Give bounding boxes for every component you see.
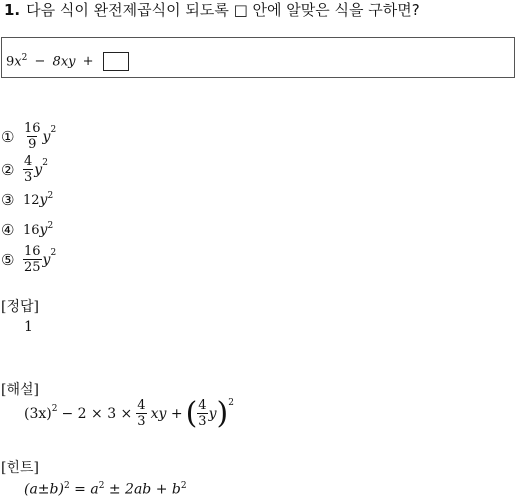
- hint-label-text: 힌트: [6, 460, 34, 476]
- solution-label-text: 해설: [6, 382, 34, 398]
- fraction-denominator: 3: [137, 414, 146, 429]
- paren-open: (: [185, 395, 198, 431]
- fraction: [23, 121, 42, 152]
- bracket-close: ]: [33, 382, 39, 398]
- hint-formula: [24, 481, 187, 498]
- choice-5[interactable]: [1, 244, 56, 275]
- term1-exp: 2: [21, 53, 28, 63]
- fraction-numerator: 4: [198, 398, 207, 413]
- hint-part3-exp: 2: [180, 481, 187, 491]
- fraction-numerator: 16: [24, 244, 41, 259]
- term1-var: x: [14, 54, 22, 70]
- fraction-denominator: 3: [198, 414, 207, 429]
- choice-marker: ④: [1, 221, 15, 239]
- fraction-numerator: 4: [24, 154, 33, 169]
- choice-var: y: [42, 251, 51, 268]
- solution-part1-exp: 2: [51, 404, 58, 414]
- solution-var: y: [208, 405, 217, 422]
- choice-1[interactable]: [1, 121, 56, 152]
- expression: [6, 49, 129, 71]
- fraction: [23, 154, 33, 185]
- term2: 8xy: [52, 54, 76, 70]
- solution-part2: − 2 × 3 ×: [61, 405, 133, 422]
- question-number: 1.: [4, 1, 21, 19]
- solution-part3: xy +: [150, 405, 183, 422]
- blank-box: [103, 52, 129, 71]
- hint-label: [1, 457, 39, 477]
- choice-marker: ③: [1, 191, 15, 209]
- plus-sign: +: [82, 54, 94, 70]
- choice-coef: 12: [23, 192, 40, 208]
- bracket-open: [: [1, 299, 7, 315]
- minus-sign: −: [34, 54, 46, 70]
- choice-3[interactable]: [1, 191, 53, 209]
- choice-var: y: [34, 161, 43, 178]
- choice-marker: ①: [1, 127, 15, 146]
- solution-fraction-2: [197, 398, 207, 429]
- paren-close: ): [216, 395, 229, 431]
- bracket-close: ]: [33, 299, 39, 315]
- choice-var: y: [39, 192, 48, 208]
- choice-exp: 2: [47, 221, 54, 231]
- solution-formula: [24, 395, 234, 431]
- choice-4[interactable]: [1, 221, 53, 239]
- hint-part1: (a±b): [24, 481, 64, 498]
- bracket-open: [: [1, 382, 7, 398]
- choice-exp: 2: [47, 191, 54, 201]
- fraction-numerator: 4: [137, 398, 146, 413]
- fraction-denominator: 9: [28, 137, 37, 152]
- term1-coef: 9: [6, 54, 15, 70]
- answer-label-text: 정답: [6, 299, 34, 315]
- bracket-close: ]: [33, 460, 39, 476]
- hint-part1-exp: 2: [63, 481, 70, 491]
- choice-exp: 2: [50, 125, 57, 135]
- solution-part1: (3x): [24, 405, 52, 422]
- fraction-denominator: 25: [24, 260, 41, 275]
- choice-2[interactable]: [1, 154, 48, 185]
- hint-part2: = a: [74, 481, 99, 498]
- solution-label: [1, 379, 39, 399]
- fraction: [23, 244, 42, 275]
- choice-coef: 16: [23, 222, 40, 238]
- solution-fraction-1: [136, 398, 146, 429]
- question-title: [4, 0, 420, 20]
- choice-marker: ②: [1, 160, 15, 179]
- choice-var: y: [39, 222, 48, 238]
- choice-exp: 2: [50, 248, 57, 258]
- choice-marker: ⑤: [1, 250, 15, 269]
- hint-part2-exp: 2: [98, 481, 105, 491]
- answer-label: [1, 296, 39, 316]
- hint-part3: ± 2ab + b: [108, 481, 181, 498]
- fraction-numerator: 16: [24, 121, 41, 136]
- question-text: 다음 식이 완전제곱식이 되도록 □ 안에 알맞은 식을 구하면?: [26, 1, 420, 19]
- answer-value: 1: [24, 319, 33, 335]
- choice-var: y: [42, 128, 51, 145]
- bracket-open: [: [1, 460, 7, 476]
- solution-outer-exp: 2: [228, 398, 234, 408]
- fraction-denominator: 3: [24, 170, 33, 185]
- choice-exp: 2: [42, 158, 48, 168]
